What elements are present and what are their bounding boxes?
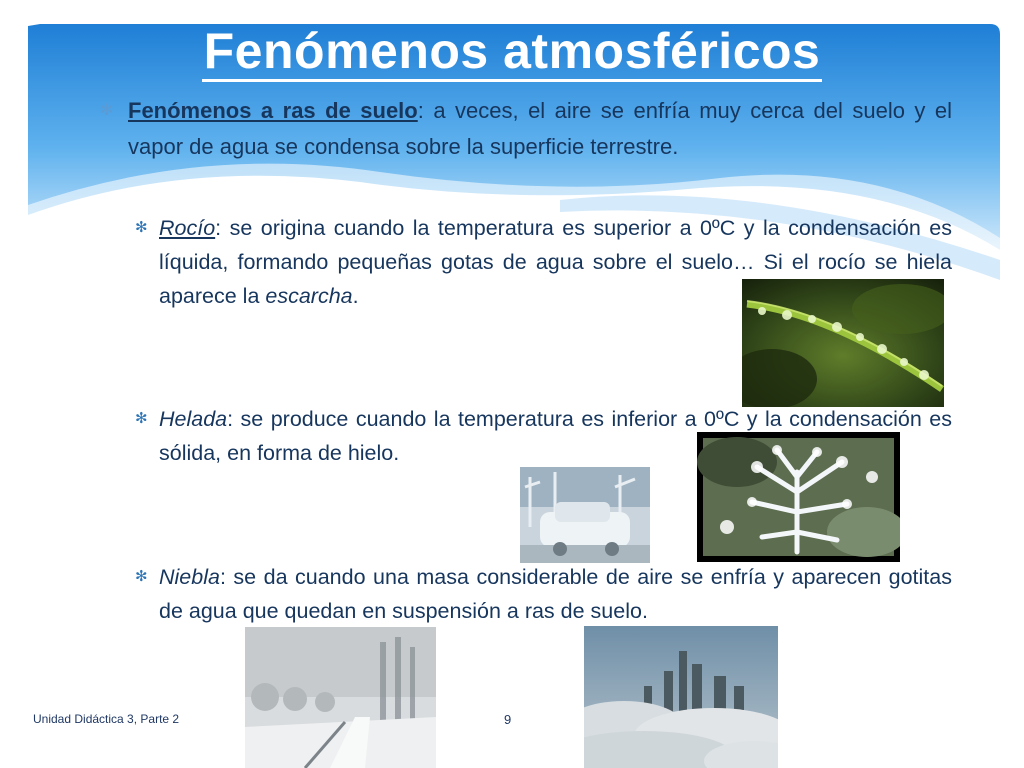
- icy-car-photo: [520, 467, 650, 563]
- text-rocio-end: .: [352, 284, 359, 308]
- snowflake-icon: ✻: [100, 102, 114, 119]
- term-niebla: Niebla: [159, 565, 220, 589]
- text-helada: : se produce cuando la temperatura es inferior a 0ºC y la condensación es sólida, en forma de hielo.: [159, 407, 952, 465]
- slide-title-text: Fenómenos atmosféricos: [202, 23, 823, 82]
- snowflake-icon: ✻: [135, 219, 148, 236]
- text-rocio: : se origina cuando la temperatura es superior a 0ºC y la condensación es líquida, formando pequeñas gotas de agua sobre el suelo… Si el rocío se hiela aparece la: [159, 216, 952, 308]
- dew-photo: [742, 279, 944, 407]
- snowflake-icon: ✻: [135, 568, 148, 585]
- main-bullet-text: : a veces, el aire se enfría muy cerca del suelo y el vapor de agua se condensa sobre la superficie terrestre.: [128, 98, 952, 159]
- city-fog-photo: [584, 626, 778, 768]
- foggy-park-photo: [245, 627, 436, 768]
- footer-unit: Unidad Didáctica 3, Parte 2: [33, 712, 180, 726]
- page-number: 9: [504, 712, 512, 727]
- term-rocio: Rocío: [159, 216, 216, 240]
- slide-title: [0, 22, 1024, 80]
- main-bullet-term: Fenómenos a ras de suelo: [128, 98, 418, 123]
- text-niebla: : se da cuando una masa considerable de aire se enfría y aparecen gotitas de agua que quedan en suspensión a ras de suelo.: [159, 565, 952, 623]
- term-helada: Helada: [159, 407, 228, 431]
- main-bullet: [100, 93, 952, 165]
- sub-bullet-niebla: [135, 560, 952, 628]
- term-escarcha: escarcha: [265, 284, 353, 308]
- snowflake-icon: ✻: [135, 410, 148, 427]
- frost-photo: [697, 432, 900, 562]
